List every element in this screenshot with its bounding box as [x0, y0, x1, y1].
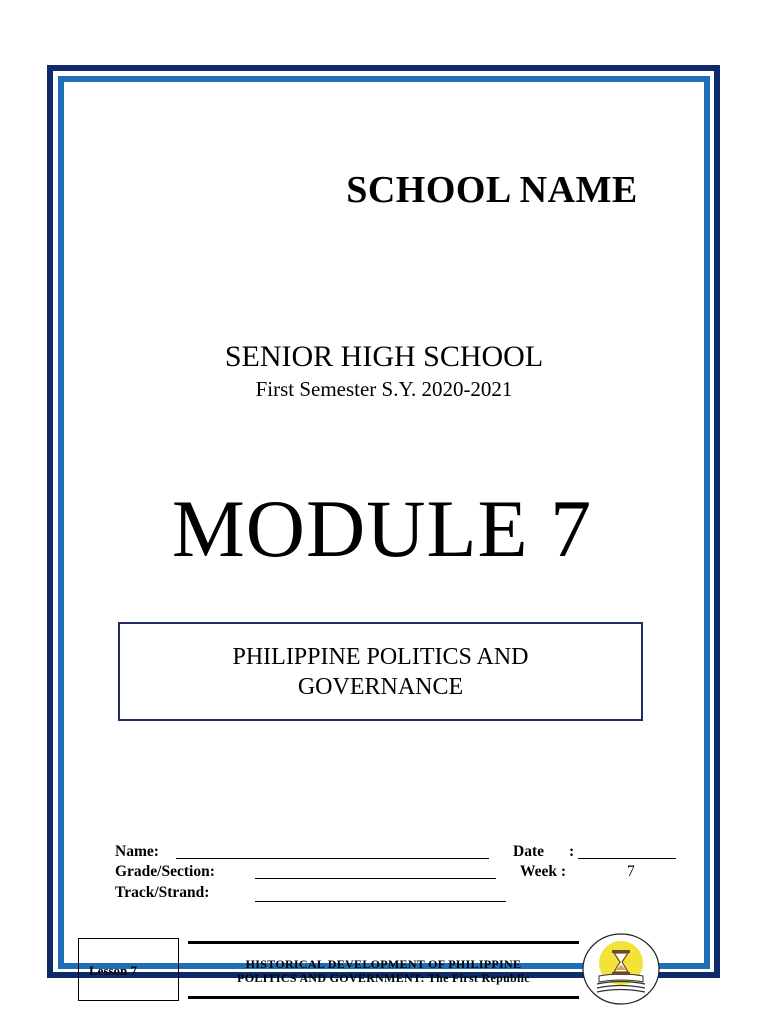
- lesson-label: Lesson 7: [89, 963, 138, 978]
- subject-line-1: PHILIPPINE POLITICS AND: [232, 643, 529, 670]
- lesson-box: [78, 938, 179, 1001]
- lesson-title-line-2-main: POLITICS AND GOVERNMENT:: [237, 971, 425, 985]
- name-label: Name:: [115, 843, 159, 860]
- footer-rule-top: [188, 941, 579, 944]
- lesson-title-line-1: HISTORICAL DEVELOPMENT OF PHILIPPINE: [245, 957, 522, 971]
- education-level: [0, 340, 768, 374]
- date-field[interactable]: [578, 845, 676, 859]
- lesson-title-line-2: [188, 971, 579, 985]
- subject-box: [118, 622, 643, 721]
- grade-section-field[interactable]: [255, 865, 496, 879]
- date-colon: :: [569, 843, 575, 860]
- education-level-text: SENIOR HIGH SCHOOL: [224, 340, 544, 373]
- track-strand-label: Track/Strand:: [115, 884, 210, 901]
- hourglass-on-book-logo-icon: [581, 932, 661, 1006]
- school-name: SCHOOL NAME: [346, 169, 638, 211]
- week-label: Week :: [520, 863, 567, 880]
- grade-section-label: Grade/Section:: [115, 863, 215, 880]
- date-label: Date: [513, 843, 544, 860]
- lesson-title-line-2-sub: The First Republic: [427, 971, 530, 985]
- semester-info: First Semester S.Y. 2020-2021: [255, 377, 513, 401]
- subject-line-2: GOVERNANCE: [297, 673, 464, 700]
- footer-rule-bottom: [188, 996, 579, 999]
- name-field[interactable]: [176, 845, 489, 859]
- module-title: MODULE 7: [171, 483, 593, 574]
- lesson-title: [188, 957, 579, 985]
- track-strand-field[interactable]: [255, 888, 506, 902]
- week-value: 7: [627, 863, 635, 880]
